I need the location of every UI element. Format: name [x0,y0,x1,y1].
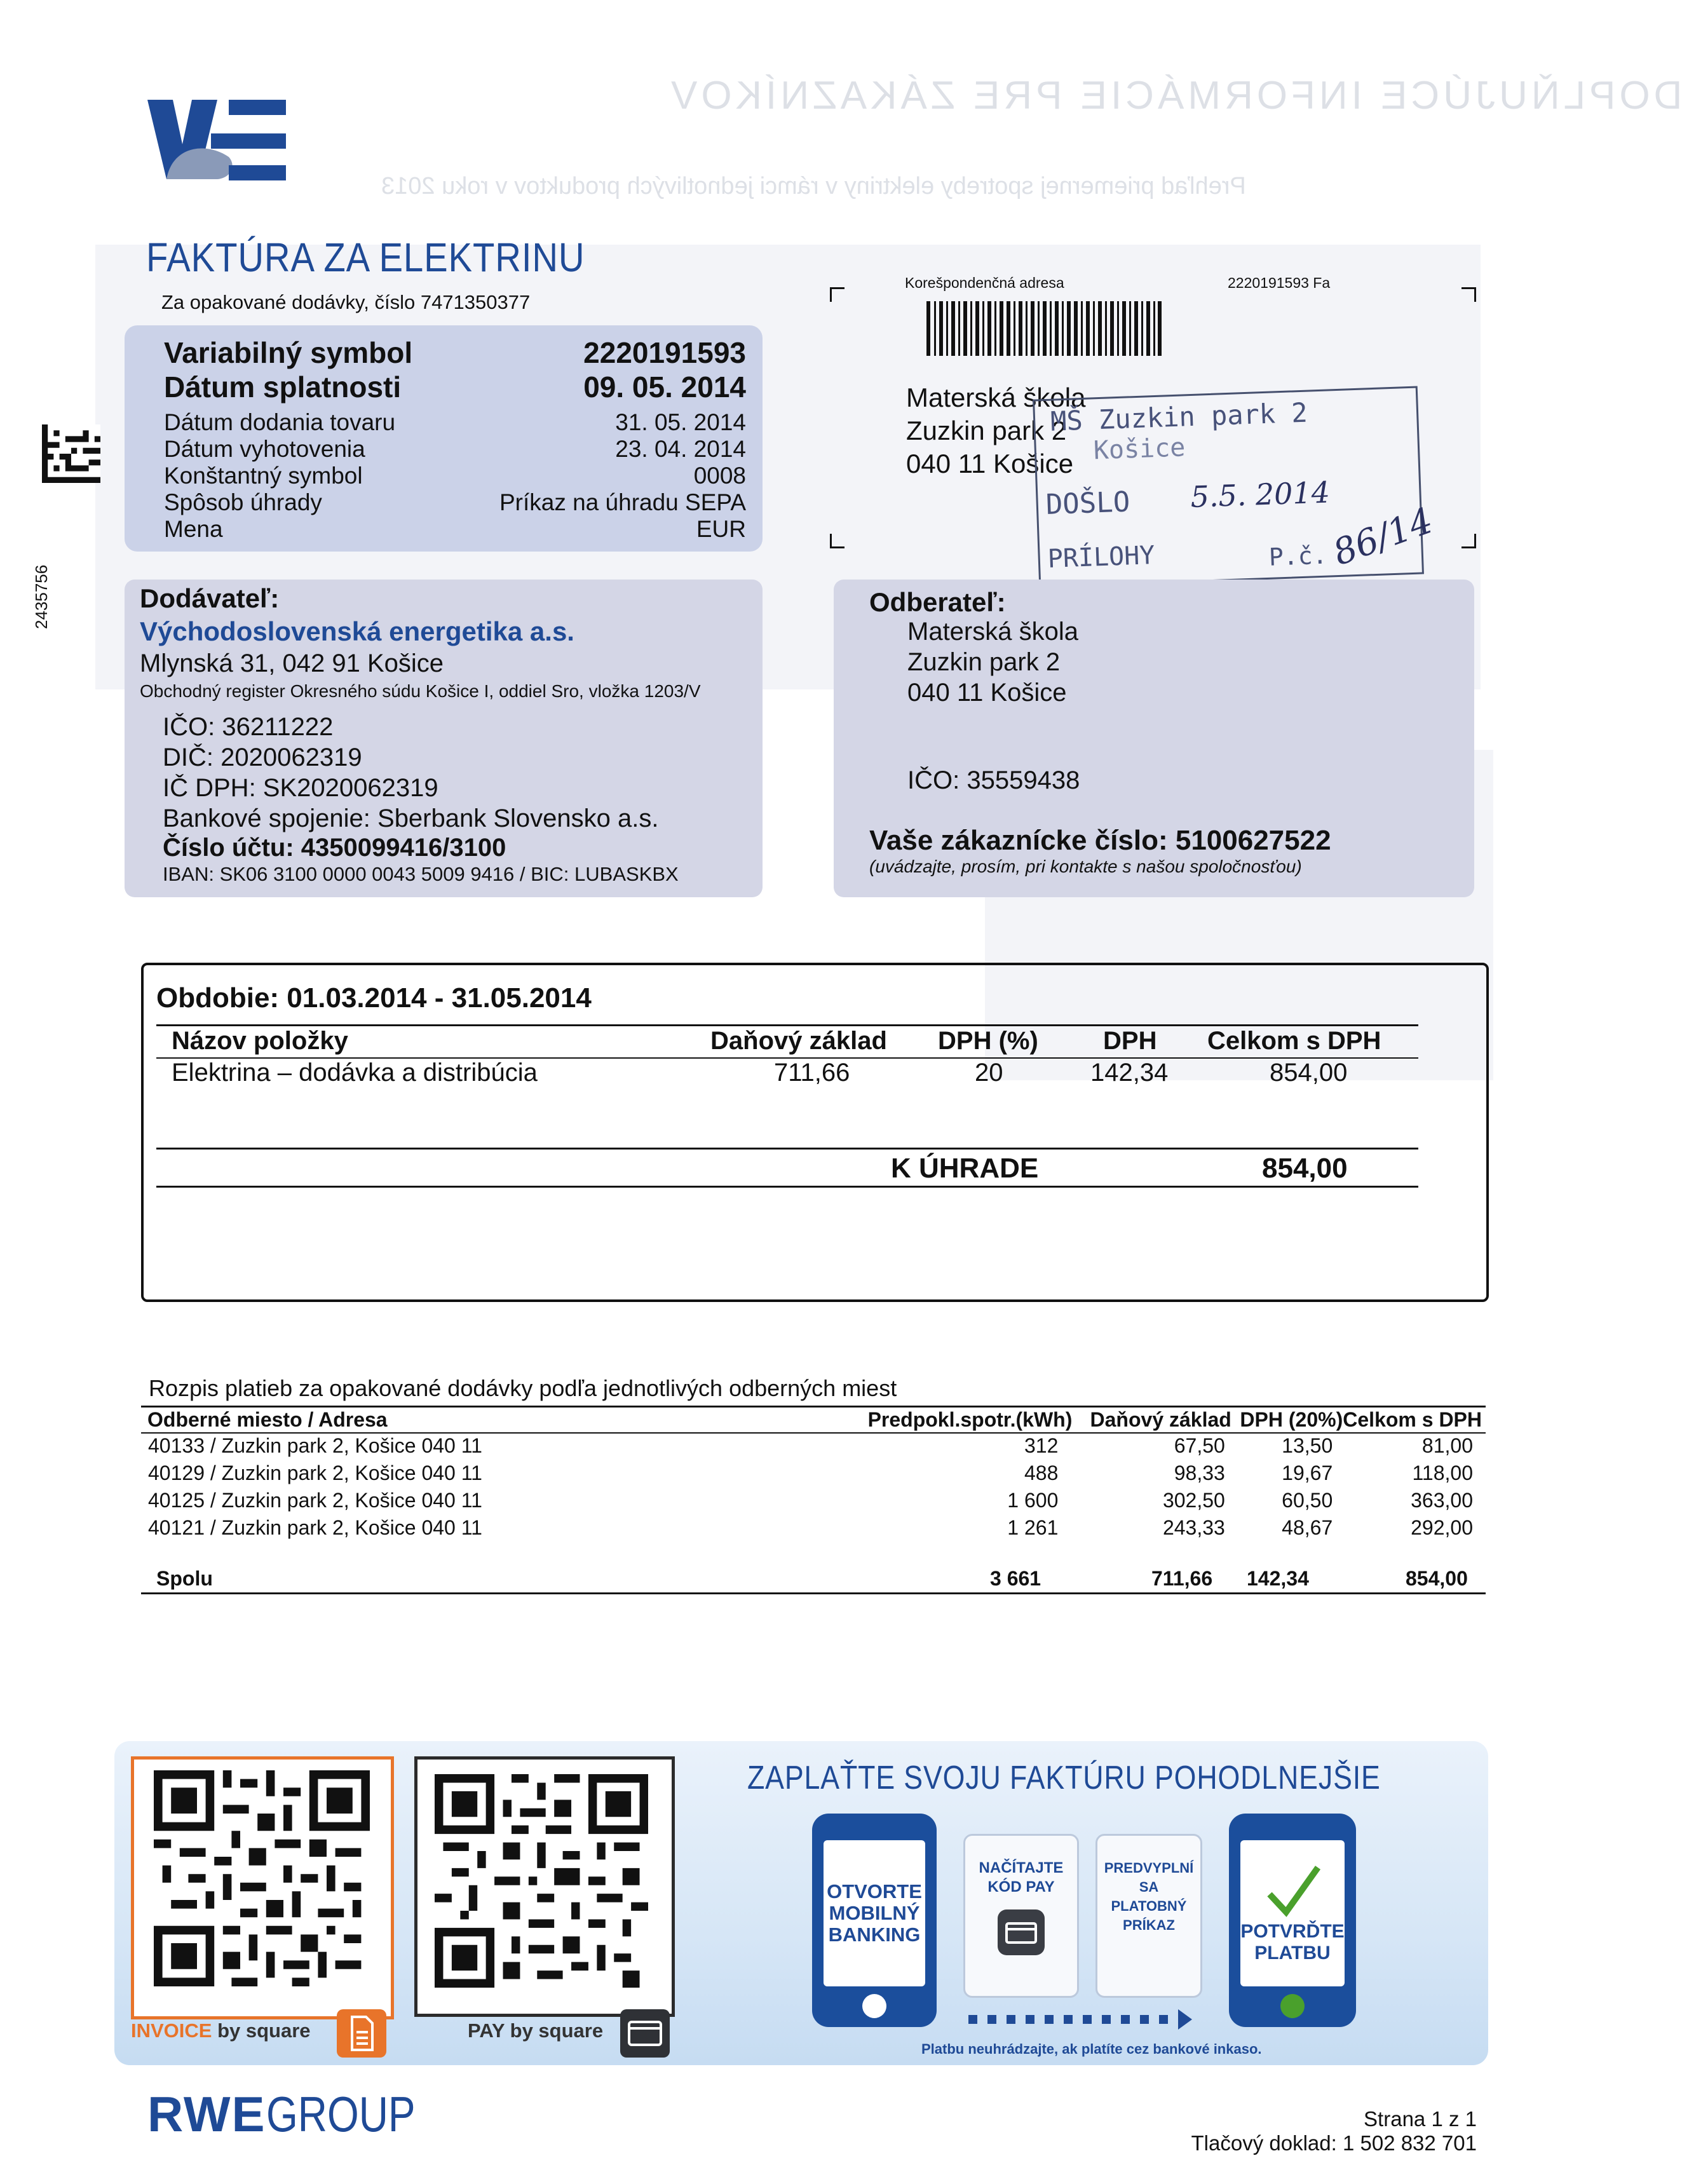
rwe-group-logo [147,2086,448,2143]
row-total: 292,00 [1411,1516,1473,1539]
total-tax-base: 711,66 [1151,1567,1213,1590]
item-name: Elektrina – dodávka a distribúcia [172,1059,538,1087]
col-item-name: Názov položky [172,1027,348,1055]
window-corner-bl [830,534,844,548]
issue-date-label: Dátum vyhotovenia [164,436,365,462]
phone-confirm [1229,1814,1356,2027]
step-open-banking: OTVORTE MOBILNÝ BANKING [827,1880,922,1946]
phone-open-banking [812,1814,937,2027]
period-header-top-line [156,1024,1418,1026]
phone-confirm-screen [1240,1840,1345,1986]
invoice-document-icon [337,2009,386,2058]
stamp-number-value: 86/14 [1327,499,1439,574]
item-tax-base: 711,66 [774,1059,850,1087]
row-address: 40133 / Zuzkin park 2, Košice 040 11 [148,1434,482,1457]
row-consumption: 312 [1024,1434,1059,1457]
row-address: 40129 / Zuzkin park 2, Košice 040 11 [148,1462,482,1484]
table-row [147,1514,1482,1542]
progress-arrow-icon [968,2008,1210,2031]
breakdown-header-line [141,1432,1486,1434]
breakdown-col-total: Celkom s DPH [1343,1407,1482,1431]
customer-city: 040 11 Košice [907,679,1067,707]
col-total: Celkom s DPH [1207,1027,1381,1055]
breakdown-col-tax-base: Daňový základ [1090,1407,1231,1431]
row-consumption: 1 600 [1007,1489,1059,1512]
phone-home-button [862,1994,886,2018]
issue-date-value: 23. 04. 2014 [615,436,746,462]
currency-value: EUR [696,516,746,542]
row-total: 363,00 [1411,1489,1473,1512]
customer-label: Odberateľ: [869,587,1006,617]
item-total: 854,00 [1270,1059,1348,1087]
item-vat-percent: 20 [975,1059,1003,1087]
customer-number: Vaše zákaznícke číslo: 5100627522 [869,825,1331,856]
total-row [147,1566,1482,1594]
row-tax-base: 243,33 [1162,1516,1225,1539]
checkmark-icon [1263,1862,1322,1921]
correspondence-city: 040 11 Košice [906,449,1074,478]
window-corner-tl [830,287,844,302]
invoice-qr-code-icon [154,1770,370,1986]
invoice-label-rest: by square [217,2019,311,2042]
card-reader-icon [998,1909,1045,1955]
to-pay-top-line [156,1148,1418,1150]
delivery-date-label: Dátum dodania tovaru [164,409,396,435]
page-number: Strana 1 z 1 [1364,2107,1477,2131]
card-prefill [1095,1834,1202,1998]
variable-symbol-label: Variabilný symbol [164,336,413,369]
to-pay-value: 854,00 [1262,1153,1348,1184]
breakdown-header-row [147,1407,1482,1432]
phone-confirm-button [1280,1994,1305,2018]
stamp-received-date: 5.5. 2014 [1190,475,1331,515]
delivery-date-value: 31. 05. 2014 [615,409,746,435]
total-vat: 142,34 [1247,1567,1309,1590]
variable-symbol-value: 2220191593 [583,336,746,369]
customer-name: Materská škola [907,618,1078,646]
item-vat: 142,34 [1090,1059,1169,1087]
row-consumption: 488 [1024,1462,1059,1484]
pay-by-square-label: PAY by square [468,2019,604,2042]
table-row [147,1487,1482,1514]
barcode-icon [926,301,1162,356]
customer-ico: IČO: 35559438 [907,766,1080,794]
total-total: 854,00 [1406,1567,1468,1590]
invoice-by-square-label [131,2019,311,2042]
payment-method-label: Spôsob úhrady [164,489,322,515]
period-title: Obdobie: 01.03.2014 - 31.05.2014 [156,982,592,1014]
stamp-number-label: P.č. [1268,541,1328,571]
print-document-number: Tlačový doklad: 1 502 832 701 [1191,2131,1477,2155]
row-vat: 19,67 [1282,1462,1333,1484]
table-row [147,1460,1482,1487]
customer-box [834,580,1474,897]
step-prefill: PREDVYPLNÍ SA PLATOBNÝ PRÍKAZ [1104,1860,1194,1933]
invoice-title: FAKTÚRA ZA ELEKTRINU [146,234,585,280]
step-confirm: POTVRĎTE PLATBU [1240,1921,1345,1964]
pay-card-icon [620,2009,670,2058]
col-vat-percent: DPH (%) [938,1027,1038,1055]
banner-title: ZAPLAŤTE SVOJU FAKTÚRU POHODLNEJŠIE [747,1760,1381,1796]
supplier-register: Obchodný register Okresného súdu Košice I, oddiel Sro, vložka 1203/V [140,681,701,701]
to-pay-bottom-line [156,1186,1418,1188]
col-tax-base: Daňový základ [710,1027,887,1055]
supplier-dic: DIČ: 2020062319 [163,743,362,771]
vse-logo [147,97,287,186]
due-date-value: 09. 05. 2014 [583,370,746,404]
breakdown-title: Rozpis platieb za opakované dodávky podľa jednotlivých odberných miest [149,1375,897,1401]
currency-label: Mena [164,516,223,542]
pay-qr-code-icon [435,1774,648,1988]
to-pay-label: K ÚHRADE [891,1153,1039,1184]
row-tax-base: 98,33 [1174,1462,1225,1484]
brand-bold: RWE [147,2086,266,2142]
supplier-ic-dph: IČ DPH: SK2020062319 [163,774,438,802]
row-address: 40125 / Zuzkin park 2, Košice 040 11 [148,1489,482,1512]
supplier-address: Mlynská 31, 042 91 Košice [140,649,444,677]
stamp-received-label: DOŠLO [1045,485,1131,522]
row-address: 40121 / Zuzkin park 2, Košice 040 11 [148,1516,482,1539]
show-through-subheading: Prehľad priemernej spotreby elektriny v rámci jednotlivých produktov v roku 2013 [381,173,1246,200]
invoice-info-box [125,325,763,552]
supplier-account: Číslo účtu: 4350099416/3100 [163,834,506,862]
invoice-label-accent: INVOICE [131,2019,212,2042]
stamp-line2: Košice [1093,433,1186,466]
total-consumption: 3 661 [990,1567,1041,1590]
phone-screen [824,1840,925,1986]
payment-method-value: Príkaz na úhradu SEPA [499,489,746,515]
total-bottom-line [141,1592,1486,1594]
correspondence-street: Zuzkin park 2 [906,416,1067,445]
supplier-box [125,580,763,897]
row-vat: 48,67 [1282,1516,1333,1539]
row-total: 118,00 [1412,1462,1473,1484]
correspondence-label: Korešpondenčná adresa [905,275,1064,291]
col-vat: DPH [1103,1027,1157,1055]
side-datamatrix-icon [42,424,100,483]
correspondence-name: Materská škola [906,383,1086,412]
brand-light: GROUP [266,2086,416,2142]
breakdown-col-consumption: Predpokl.spotr.(kWh) [867,1407,1073,1431]
invoice-subtitle: Za opakované dodávky, číslo 7471350377 [161,291,531,313]
breakdown-col-address: Odberné miesto / Adresa [147,1407,388,1431]
breakdown-table [147,1407,1482,1542]
step-load-code: NAČÍTAJTE KÓD PAY [979,1859,1064,1896]
row-vat: 13,50 [1282,1434,1333,1457]
supplier-bank: Bankové spojenie: Sberbank Slovensko a.s. [163,804,659,832]
side-code: 2435756 [32,564,51,629]
row-consumption: 1 261 [1007,1516,1059,1539]
supplier-label: Dodávateľ: [140,583,280,613]
table-row [147,1432,1482,1460]
row-tax-base: 302,50 [1162,1489,1225,1512]
breakdown-col-vat: DPH (20%) [1240,1407,1343,1431]
correspondence-code: 2220191593 Fa [1228,275,1331,291]
row-vat: 60,50 [1282,1489,1333,1512]
banner-footnote: Platbu neuhrádzajte, ak platíte cez bankové inkaso. [921,2041,1262,2057]
row-tax-base: 67,50 [1174,1434,1225,1457]
window-corner-tr [1462,287,1476,302]
row-total: 81,00 [1421,1434,1473,1457]
supplier-ico: IČO: 36211222 [163,713,334,741]
due-date-label: Dátum splatnosti [164,370,402,404]
stamp-line1: MŠ Zuzkin park 2 [1050,397,1308,437]
customer-street: Zuzkin park 2 [907,648,1061,676]
customer-note: (uvádzajte, prosím, pri kontakte s našou spoločnosťou) [869,857,1302,876]
stamp-attachments-label: PRÍLOHY [1047,541,1156,574]
received-stamp [1033,386,1439,588]
show-through-heading: DOPLŇUJÚCE INFORMÁCIE PRE ZÁKAZNÍKOV [667,74,1682,118]
constant-symbol-label: Konštantný symbol [164,463,363,489]
supplier-name: Východoslovenská energetika a.s. [140,616,574,646]
card-load-code [963,1834,1079,1998]
window-corner-br [1462,534,1476,548]
supplier-iban: IBAN: SK06 3100 0000 0043 5009 9416 / BIC: LUBASKBX [163,863,679,885]
constant-symbol-value: 0008 [693,463,746,489]
total-label: Spolu [156,1567,213,1590]
